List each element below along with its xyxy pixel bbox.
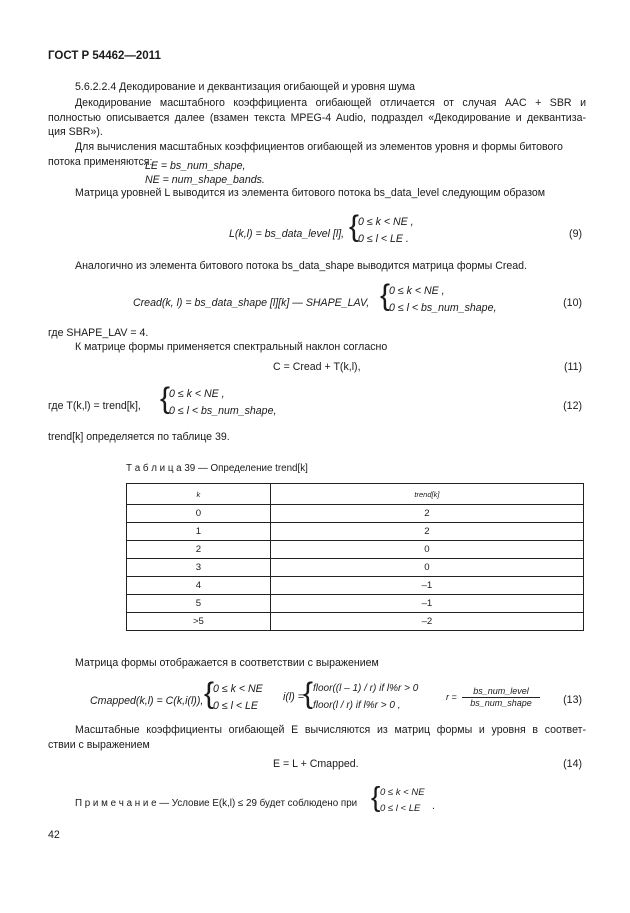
paragraph-7 xyxy=(48,723,586,752)
eq9-cond1: 0 ≤ k < NE , xyxy=(358,216,414,228)
eq11-number: (11) xyxy=(563,361,582,373)
paragraph-4: Аналогично из элемента битового потока bs_data_shape выводится матрица формы Cread. xyxy=(75,260,528,272)
paragraph-line: потока применяются: xyxy=(48,155,153,168)
paragraph-line: Масштабные коэффициенты огибающей E вычисляются из матриц формы и уровня в соответ- xyxy=(75,724,586,736)
table-caption: Т а б л и ц а 39 — Определение trend[k] xyxy=(126,463,308,474)
eq9-brace: { xyxy=(349,210,360,243)
table-row xyxy=(127,595,584,613)
eq12-cond2: 0 ≤ l < bs_num_shape, xyxy=(169,405,277,417)
note-cond1: 0 ≤ k < NE xyxy=(380,787,425,798)
eq12-brace: { xyxy=(160,382,171,415)
table-row xyxy=(127,577,584,595)
eq12-number: (12) xyxy=(563,400,582,412)
paragraph-2 xyxy=(48,140,586,169)
note-text: П р и м е ч а н и е — Условие E(k,l) ≤ 29 будет соблюдено при xyxy=(75,798,358,809)
eq14: E = L + Cmapped. xyxy=(273,758,359,770)
definition-le: LE = bs_num_shape, xyxy=(145,160,246,172)
eq13-floor2: floor(l / r) if l%r > 0 , xyxy=(313,700,401,711)
eq13-cond2: 0 ≤ l < LE xyxy=(213,700,258,712)
fraction-denominator: bs_num_shape xyxy=(462,697,540,709)
note-cond2: 0 ≤ l < LE xyxy=(380,803,421,814)
table-cell: –1 xyxy=(270,577,583,595)
eq13-cond1: 0 ≤ k < NE xyxy=(213,683,263,695)
eq12-cond1: 0 ≤ k < NE , xyxy=(169,388,225,400)
paragraph-6: Матрица формы отображается в соответствии с выражением xyxy=(75,657,379,669)
eq13-i: i(l) = xyxy=(283,691,304,703)
paragraph-line: ствии с выражением xyxy=(48,738,150,751)
eq13-i-brace: { xyxy=(303,677,314,710)
table-cell: 0 xyxy=(127,505,271,523)
paragraph-3: Матрица уровней L выводится из элемента битового потока bs_data_level следующим образом xyxy=(75,187,546,199)
eq13-r: r = xyxy=(446,692,457,702)
eq10-lhs: Cread(k, l) = bs_data_shape [l][k] — SHAPE_LAV, xyxy=(133,297,370,309)
table-header-cell: trend[k] xyxy=(270,484,583,505)
trend-table xyxy=(126,483,584,631)
paragraph-line: ция SBR»). xyxy=(48,126,103,139)
eq9-cond2: 0 ≤ l < LE . xyxy=(358,233,409,245)
table-cell: 2 xyxy=(270,523,583,541)
table-cell: 4 xyxy=(127,577,271,595)
table-header-cell: k xyxy=(127,484,271,505)
definition-ne: NE = num_shape_bands. xyxy=(145,174,265,186)
paragraph-line: Для вычисления масштабных коэффициентов огибающей из элементов уровня и формы битового xyxy=(75,141,563,153)
eq13-lhs: Cmapped(k,l) = C(k,i(l)), xyxy=(90,695,204,707)
table-header-row xyxy=(127,484,584,505)
table-cell: 2 xyxy=(127,541,271,559)
paragraph-5: К матрице формы применяется спектральный наклон согласно xyxy=(75,341,388,353)
eq13-number: (13) xyxy=(563,694,582,706)
table-row xyxy=(127,523,584,541)
eq9-number: (9) xyxy=(569,228,582,240)
shape-lav-definition: где SHAPE_LAV = 4. xyxy=(48,327,149,339)
table-row xyxy=(127,541,584,559)
paragraph-line: полностью описывается далее (взамен текста MPEG-4 Audio, подраздел «Декодирование и деквантиза- xyxy=(48,111,586,124)
table-cell: 3 xyxy=(127,559,271,577)
document-header: ГОСТ Р 54462—2011 xyxy=(48,50,161,62)
table-cell: 5 xyxy=(127,595,271,613)
table-cell: –2 xyxy=(270,613,583,631)
table-cell: 2 xyxy=(270,505,583,523)
table-row xyxy=(127,505,584,523)
eq13-brace: { xyxy=(204,677,215,710)
eq13-fraction xyxy=(462,686,540,709)
eq9-lhs: L(k,l) = bs_data_level [l], xyxy=(229,228,345,240)
section-heading: 5.6.2.2.4 Декодирование и деквантизация огибающей и уровня шума xyxy=(75,81,416,93)
paragraph-1 xyxy=(48,96,586,140)
note-brace: { xyxy=(371,781,381,812)
table-cell: 0 xyxy=(270,559,583,577)
eq13-floor1: floor((l – 1) / r) if l%r > 0 xyxy=(313,683,419,694)
page-number: 42 xyxy=(48,829,60,841)
eq10-cond1: 0 ≤ k < NE , xyxy=(389,285,445,297)
paragraph-line: Декодирование масштабного коэффициента огибающей отличается от случая AAC + SBR и xyxy=(75,97,586,109)
eq10-brace: { xyxy=(380,279,391,312)
note-period: . xyxy=(432,800,435,812)
eq11: C = Cread + T(k,l), xyxy=(273,361,361,373)
trend-note: trend[k] определяется по таблице 39. xyxy=(48,431,230,443)
table-cell: 1 xyxy=(127,523,271,541)
eq10-cond2: 0 ≤ l < bs_num_shape, xyxy=(389,302,497,314)
eq10-number: (10) xyxy=(563,297,582,309)
table-row xyxy=(127,559,584,577)
table-cell: >5 xyxy=(127,613,271,631)
fraction-numerator: bs_num_level xyxy=(473,686,529,696)
eq12-lhs: где T(k,l) = trend[k], xyxy=(48,400,141,412)
table-row xyxy=(127,613,584,631)
table-cell: –1 xyxy=(270,595,583,613)
table-cell: 0 xyxy=(270,541,583,559)
eq14-number: (14) xyxy=(563,758,582,770)
